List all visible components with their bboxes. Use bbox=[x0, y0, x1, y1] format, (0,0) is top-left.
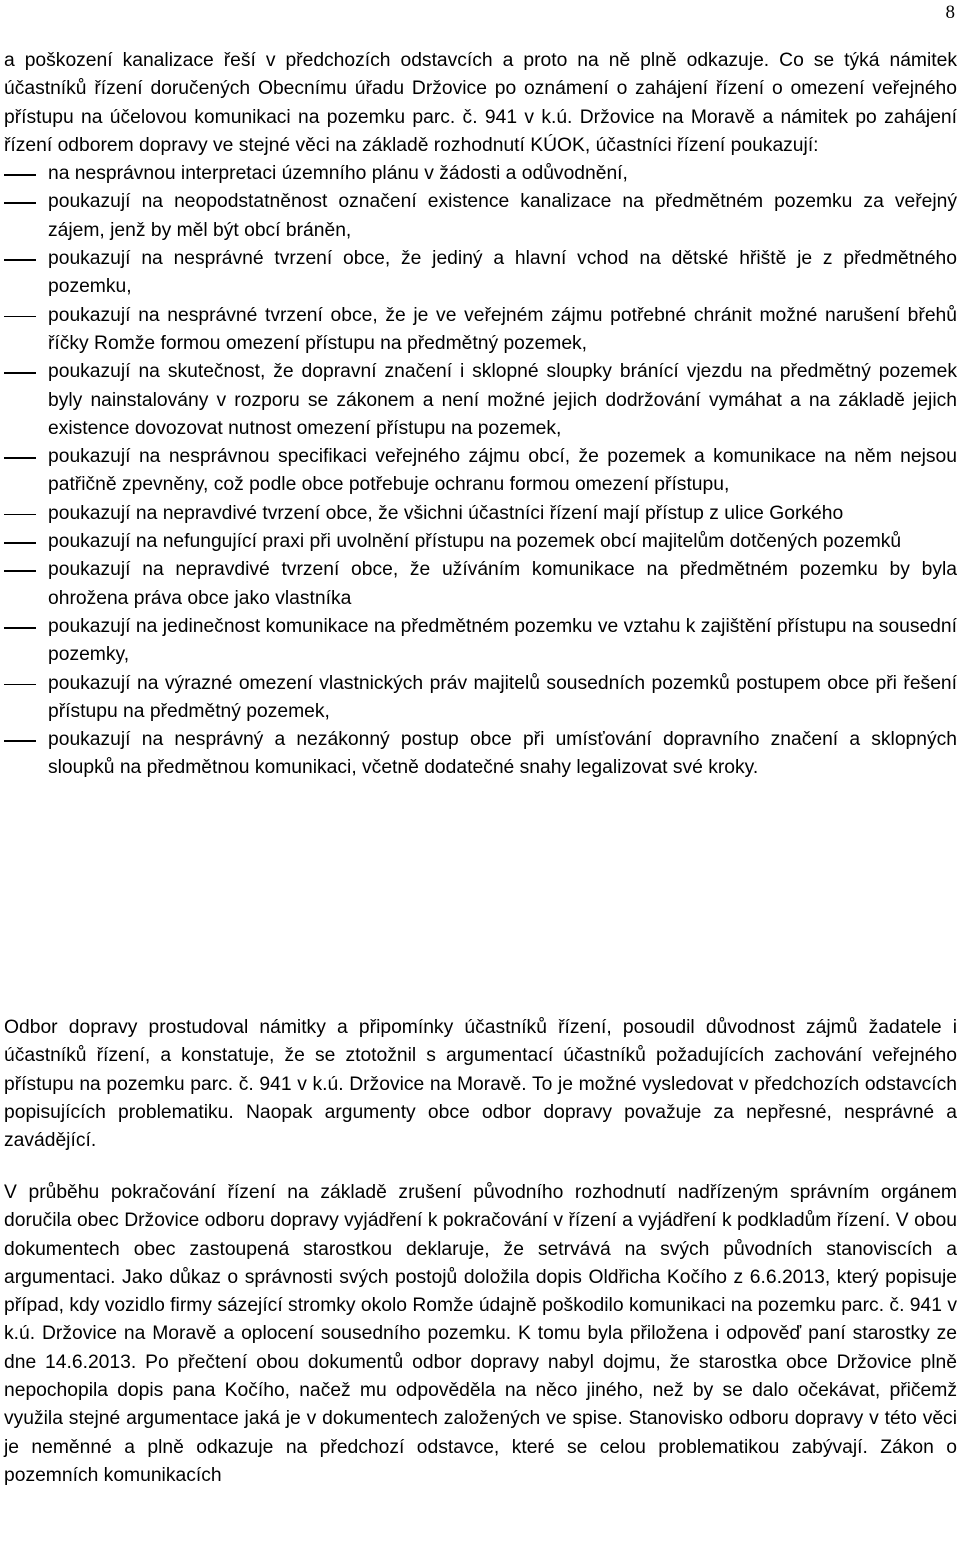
dash-bullet-icon bbox=[4, 542, 36, 544]
dash-bullet-icon bbox=[4, 174, 36, 176]
list-item-text: poukazují na nefungující praxi při uvolnění přístupu na pozemek obcí majitelům dotčených pozemků bbox=[48, 531, 902, 553]
dash-bullet-icon bbox=[4, 259, 36, 261]
list-item bbox=[4, 556, 957, 613]
dash-bullet-icon bbox=[4, 740, 36, 742]
list-item-text: poukazují na nepravdivé tvrzení obce, že užíváním komunikace na předmětném pozemku by byla ohrožena práva obce jako vlastníka bbox=[48, 559, 957, 609]
list-item-text: poukazují na nesprávné tvrzení obce, že jediný a hlavní vchod na dětské hřiště je z předmětného pozemku, bbox=[48, 248, 957, 298]
list-item bbox=[4, 726, 957, 783]
dash-bullet-icon bbox=[4, 457, 36, 459]
list-item bbox=[4, 302, 957, 359]
dash-bullet-icon bbox=[4, 570, 36, 572]
list-item bbox=[4, 358, 957, 443]
list-item bbox=[4, 613, 957, 670]
dash-bullet-icon bbox=[4, 372, 36, 374]
list-item-text: poukazují na výrazné omezení vlastnických práv majitelů sousedních pozemků postupem obce při řešení přístupu na předmětný pozemek, bbox=[48, 672, 957, 722]
list-item bbox=[4, 670, 957, 727]
list-item bbox=[4, 188, 957, 245]
list-item-text: poukazují na skutečnost, že dopravní značení i sklopné sloupky bránící vjezdu na předmětný pozemek byly nainstalovány v rozporu se zákonem a není možné jejich dodržování vymáhat a na základě jejich existence dovozovat nutnost omezení přístupu na pozemek, bbox=[48, 361, 957, 439]
intro-paragraph: a poškození kanalizace řeší v předchozích odstavcích a proto na ně plně odkazuje. Co se týká námitek účastníků řízení doručených Obecnímu úřadu Držovice po oznámení o zahájení řízení o omezení veřejného přístupu na účelovou komunikaci na pozemku parc. č. 941 v k.ú. Držovice na Moravě a námitek po zahájení řízení odborem dopravy ve stejné věci na základě rozhodnutí KÚOK, účastníci řízení poukazují: bbox=[4, 50, 957, 156]
list-item-text: poukazují na nesprávnou specifikaci veřejného zájmu obcí, že pozemek a komunikace na něm nejsou patřičně zpevněny, což podle obce potřebuje ochranu formou omezení přístupu, bbox=[48, 446, 957, 496]
proceedings-paragraph: V průběhu pokračování řízení na základě zrušení původního rozhodnutí nadřízeným správním orgánem doručila obec Držovice odboru dopravy vyjádření k pokračování v řízení a vyjádření k podkladům řízení. V obou dokumentech obec zastoupená starostkou deklaruje, že setrvává na svých původních stanoviscích a argumentaci. Jako důkaz o správnosti svých postojů doložila dopis Oldřicha Kočího z 6.6.2013, který popisuje případ, kdy vozidlo firmy sázející stromky okolo Romže údajně poškodilo komunikaci na pozemku parc. č. 941 v k.ú. Držovice na Moravě a oplocení sousedního pozemku. K tomu byla přiložena i odpověď paní starostky ze dne 14.6.2013. Po přečtení obou dokumentů odbor dopravy nabyl dojmu, že starostka obce Držovice plně nepochopila dopis pana Kočího, načež mu odpověděla na něco jiného, než by se dalo očekávat, přičemž využila stejné argumentace jaká je v dokumentech založených ve spise. Stanovisko odboru dopravy v této věci je neměnné a plně odkazuje na předchozí odstavce, které se celou problematikou zabývají. Zákon o pozemních komunikacích bbox=[4, 1182, 957, 1486]
list-item bbox=[4, 500, 957, 528]
dash-bullet-icon bbox=[4, 202, 36, 204]
list-item bbox=[4, 245, 957, 302]
list-item-text: na nesprávnou interpretaci územního plánu v žádosti a odůvodnění, bbox=[48, 163, 628, 185]
list-item bbox=[4, 443, 957, 500]
dash-bullet-icon bbox=[4, 684, 36, 686]
proceedings-section bbox=[4, 1179, 957, 1490]
list-item-text: poukazují na neopodstatněnost označení existence kanalizace na předmětném pozemku za veřejný zájem, jenž by měl být obcí bráněn, bbox=[48, 191, 957, 241]
assessment-section bbox=[4, 1014, 957, 1155]
objections-list bbox=[4, 160, 957, 783]
list-item-text: poukazují na nesprávný a nezákonný postup obce při umísťování dopravního značení a sklopných sloupků na předmětnou komunikaci, včetně dodatečné snahy legalizovat své kroky. bbox=[48, 729, 957, 779]
dash-bullet-icon bbox=[4, 316, 36, 318]
list-item bbox=[4, 528, 957, 556]
objections-section bbox=[4, 47, 957, 783]
assessment-paragraph: Odbor dopravy prostudoval námitky a připomínky účastníků řízení, posoudil důvodnost zájmů žadatele i účastníků řízení, a konstatuje, že se ztotožnil s argumentací účastníků požadujících zachování veřejného přístupu na pozemku parc. č. 941 v k.ú. Držovice na Moravě. To je možné vysledovat v předchozích odstavcích popisujících problematiku. Naopak argumenty obce odbor dopravy považuje za nepřesné, nesprávné a zavádějící. bbox=[4, 1017, 957, 1152]
list-item-text: poukazují na jedinečnost komunikace na předmětném pozemku ve vztahu k zajištění přístupu na sousední pozemky, bbox=[48, 615, 957, 666]
dash-bullet-icon bbox=[4, 627, 36, 629]
dash-bullet-icon bbox=[4, 514, 36, 516]
list-item-text: poukazují na nesprávné tvrzení obce, že je ve veřejném zájmu potřebné chránit možné narušení břehů říčky Romže formou omezení přístupu na předmětný pozemek, bbox=[48, 304, 957, 354]
list-item-text: poukazují na nepravdivé tvrzení obce, že všichni účastníci řízení mají přístup z ulice Gorkého bbox=[48, 502, 844, 524]
list-item bbox=[4, 160, 957, 188]
page-number: 8 bbox=[945, 2, 955, 23]
